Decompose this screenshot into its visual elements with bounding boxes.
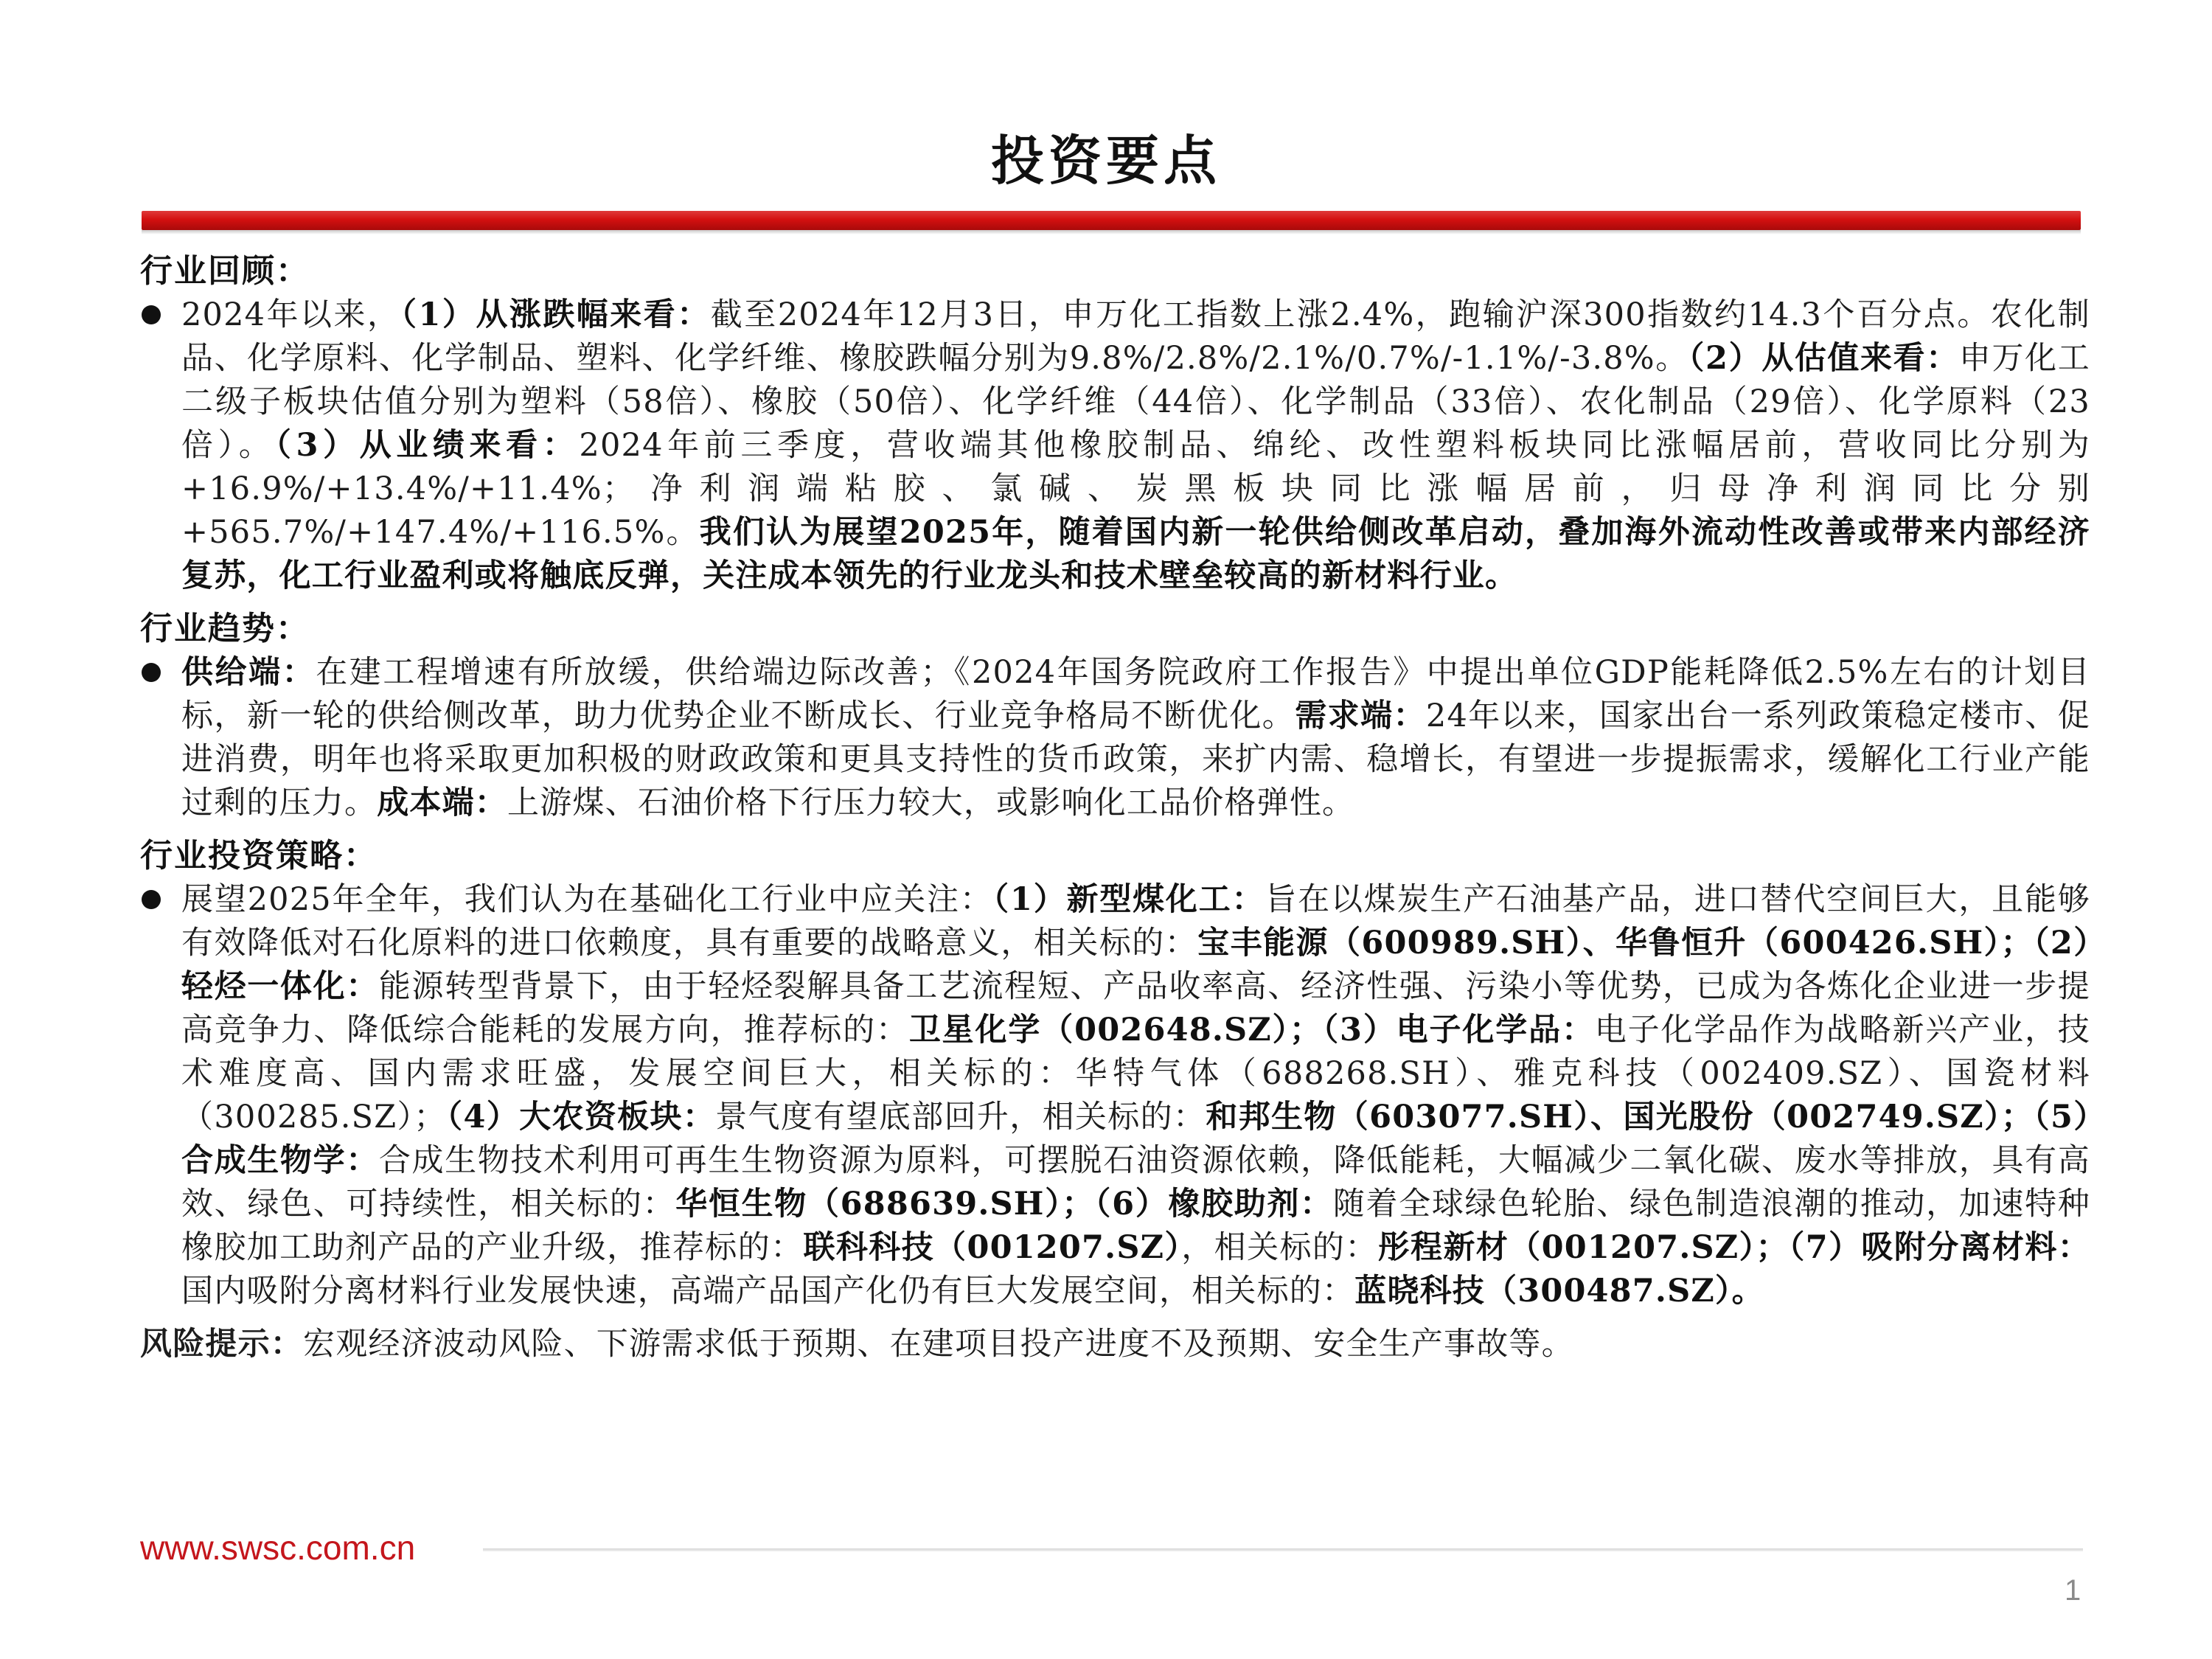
bold-text-run: 蓝晓科技（300487.SZ）。: [1354, 1273, 1764, 1310]
text-run: 2024年以来，: [181, 296, 401, 333]
text-run: 景气度有望底部回升，相关标的：: [715, 1099, 1206, 1135]
bold-text-run: 卫星化学（002648.SZ）；（3）电子化学品：: [908, 1012, 1595, 1048]
text-run: 电子化学品作为战略新兴产业，技术难度高、国内需求旺盛，发展空间巨大，相关标的：华特气体（688268.SH）、雅克科技（002409.SZ）、国瓷材料（300285.SZ）；: [181, 1012, 2091, 1135]
risk-warning: [140, 1322, 2090, 1366]
text-run: 在建工程增速有所放缓，供给端边际改善；《2024年国务院政府工作报告》中提出单位GDP能耗降低2.5%左右的计划目标，新一轮的供给侧改革，助力优势企业不断成长、行业竞争格局不断优化。: [181, 654, 2090, 734]
section-industry-review: [140, 249, 2090, 598]
bold-text-run: 我们认为展望2025年，随着国内新一轮供给侧改革启动，叠加海外流动性改善或带来内部经济复苏，化工行业盈利或将触底反弹，关注成本领先的行业龙头和技术壁垒较高的新材料行业。: [181, 514, 2090, 594]
bold-text-run: （4）大农资板块：: [446, 1099, 716, 1135]
risk-text: 宏观经济波动风险、下游需求低于预期、在建项目投产进度不及预期、安全生产事故等。: [303, 1326, 1574, 1363]
page-number: 1: [2065, 1574, 2081, 1607]
bold-text-run: 彤程新材（001207.SZ）；（7）吸附分离材料：: [1377, 1229, 2090, 1266]
title-divider-bar: [142, 211, 2081, 230]
text-run: 24年以来，国家出台一系列政策稳定楼市、促进消费，明年也将采取更加积极的财政政策和更具支持性的货币政策，来扩内需、稳增长，有望进一步提振需求，缓解化工行业产能过剩的压力。: [181, 698, 2090, 821]
section-heading: 行业回顾：: [140, 252, 310, 290]
main-content: [140, 249, 2090, 1366]
text-run: 旨在以煤炭生产石油基产品，进口替代空间巨大，且能够有效降低对石化原料的进口依赖度，具有重要的战略意义，相关标的：: [181, 881, 2090, 961]
text-run: 2024年前三季度，营收端其他橡胶制品、绵纶、改性塑料板块同比涨幅居前，营收同比分别为+16.9%/+13.4%/+11.4%；净利润端粘胶、氯碱、炭黑板块同比涨幅居前，归母净利润同比分别+565.7%/+147.4%/+116.5%。: [181, 427, 2090, 551]
bold-text-run: 和邦生物（603077.SH）、国光股份（002749.SZ）；（5）合成生物学：: [181, 1099, 2090, 1179]
footer-divider: [483, 1548, 2083, 1551]
section-heading: 行业趋势：: [140, 610, 310, 647]
section-heading: 行业投资策略：: [140, 837, 378, 874]
bullet-dot-icon: [142, 663, 161, 682]
text-run: 截至2024年12月3日，申万化工指数上涨2.4%，跑输沪深300指数约14.3个百分点。农化制品、化学原料、化学制品、塑料、化学纤维、橡胶跌幅分别为9.8%/2.8%/2.1%/0.7%/-1.1%/-3.8%。: [181, 296, 2090, 377]
text-run: ，相关标的：: [1181, 1229, 1378, 1266]
bullet-item: [140, 293, 2090, 598]
title-divider-shadow: [142, 230, 2081, 234]
bold-text-run: （3）从业绩来看：: [275, 427, 580, 464]
bold-text-run: （2）从估值来看：: [1688, 340, 1959, 377]
paragraph-trend: [181, 651, 2090, 825]
paragraph-review: [181, 293, 2090, 598]
page-title: 投资要点: [990, 129, 1221, 192]
text-run: 随着全球绿色轮胎、绿色制造浪潮的推动，加速特种橡胶加工助剂产品的产业升级，推荐标的：: [181, 1186, 2090, 1266]
bold-text-run: （1）从涨跌幅来看：: [400, 296, 711, 333]
bullet-item: [140, 651, 2090, 825]
text-run: 上游煤、石油价格下行压力较大，或影响化工品价格弹性。: [507, 785, 1355, 821]
section-industry-trend: [140, 607, 2090, 825]
paragraph-strategy: [181, 878, 2090, 1313]
section-investment-strategy: [140, 834, 2090, 1313]
bold-text-run: （1）新型煤化工：: [992, 881, 1265, 918]
bold-text-run: 宝丰能源（600989.SH）、华鲁恒升（600426.SH）；（2）轻烃一体化：: [181, 925, 2090, 1005]
bold-text-run: 成本端：: [377, 785, 508, 821]
text-run: 展望2025年全年，我们认为在基础化工行业中应关注：: [181, 881, 993, 918]
text-run: 能源转型背景下，由于轻烃裂解具备工艺流程短、产品收率高、经济性强、污染小等优势，已成为各炼化企业进一步提高竞争力、降低综合能耗的发展方向，推荐标的：: [181, 968, 2090, 1048]
bullet-item: [140, 878, 2090, 1313]
risk-label: 风险提示：: [140, 1326, 303, 1363]
footer-website-link[interactable]: www.swsc.com.cn: [140, 1528, 416, 1567]
bold-text-run: 供给端：: [181, 654, 316, 691]
text-run: 申万化工二级子板块估值分别为塑料（58倍）、橡胶（50倍）、化学纤维（44倍）、化学制品（33倍）、农化制品（29倍）、化学原料（23倍）。: [181, 340, 2090, 464]
bullet-dot-icon: [142, 890, 161, 909]
bold-text-run: 华恒生物（688639.SH）；（6）橡胶助剂：: [675, 1186, 1333, 1222]
bold-text-run: 联科科技（001207.SZ）: [803, 1229, 1182, 1266]
bullet-dot-icon: [142, 305, 161, 324]
bold-text-run: 需求端：: [1295, 698, 1426, 734]
text-run: 合成生物技术利用可再生生物资源为原料，可摆脱石油资源依赖，降低能耗，大幅减少二氧化碳、废水等排放，具有高效、绿色、可持续性，相关标的：: [181, 1142, 2090, 1222]
text-run: 国内吸附分离材料行业发展快速，高端产品国产化仍有巨大发展空间，相关标的：: [181, 1273, 1355, 1310]
